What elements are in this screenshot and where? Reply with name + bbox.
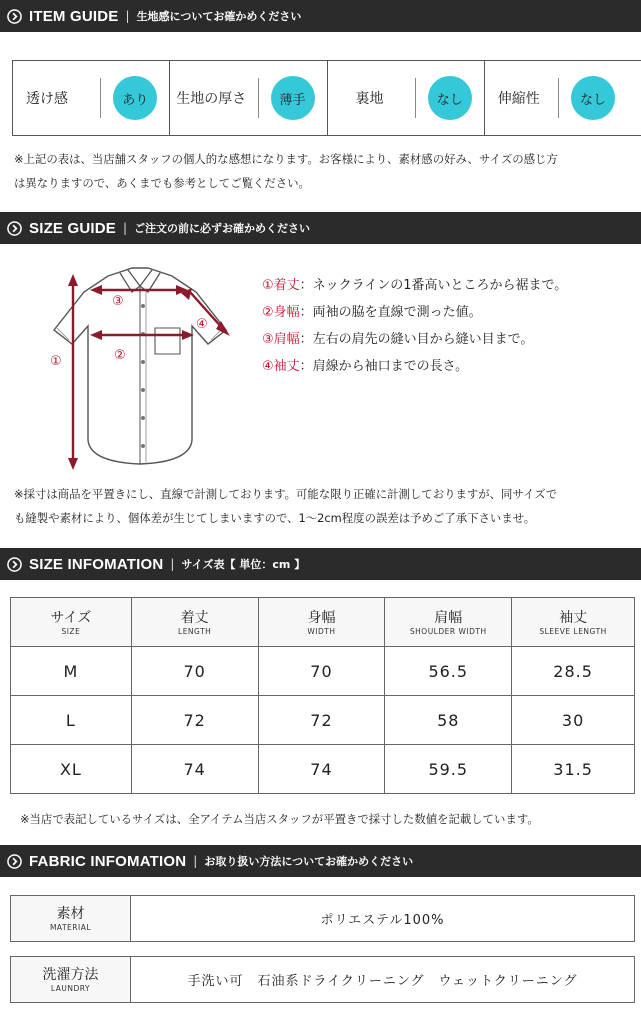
table-row: M 70 70 56.5 28.5 <box>11 647 635 696</box>
item-guide-value-badge: あり <box>113 76 157 120</box>
fabric-laundry-value: 手洗い可 石油系ドライクリーニング ウェットクリーニング <box>187 974 578 989</box>
size-guide-note: ※採寸は商品を平置きにし、直線で計測しております。可能な限り正確に計測しておりますが、同サイズで も縫製や素材により、個体差が生じてしまいますので、1〜2cm程度の誤差は予めご了承下さいませ。 <box>14 487 558 525</box>
item-guide-label: 生地の厚さ <box>176 91 247 107</box>
size-table-header: 袖丈 SLEEVE LENGTH <box>512 598 635 647</box>
chevron-circle-icon <box>7 9 22 24</box>
size-table-header: 身幅 WIDTH <box>258 598 385 647</box>
item-guide-label: 裏地 <box>355 91 384 107</box>
size-table-header-row <box>11 598 635 647</box>
size-guide-subtitle: ご注文の前に必ずお確かめください <box>134 222 311 235</box>
item-guide-value-badge: なし <box>428 76 472 120</box>
size-guide-list <box>262 272 632 380</box>
fabric-row-material: 素材 MATERIAL ポリエステル100% <box>10 895 635 942</box>
table-row: XL 74 74 59.5 31.5 <box>11 745 635 794</box>
item-guide-note: ※上記の表は、当店舗スタッフの個人的な感想になります。お客様により、素材感の好み、サイズの感じ方 は異なりますので、あくまでも参考としてご覧ください。 <box>14 152 558 190</box>
size-guide-item: ③肩幅：左右の肩先の縫い目から縫い目まで。 <box>262 332 534 347</box>
fabric-info-title: FABRIC INFOMATION <box>29 852 187 870</box>
fabric-row-laundry: 洗濯方法 LAUNDRY 手洗い可 石油系ドライクリーニング ウェットクリーニング <box>10 956 635 1003</box>
size-guide-item: ①着丈：ネックラインの1番高いところから裾まで。 <box>262 278 568 293</box>
diagram-mark-length: ① <box>50 354 62 369</box>
item-guide-table <box>12 60 641 136</box>
item-guide-label: 透け感 <box>26 91 68 107</box>
diagram-mark-width: ② <box>114 348 126 363</box>
item-guide-value-badge: なし <box>571 76 615 120</box>
size-info-subtitle: サイズ表【 単位：cm 】 <box>181 558 306 571</box>
table-row: L 72 72 58 30 <box>11 696 635 745</box>
size-table-header: サイズ SIZE <box>11 598 132 647</box>
size-guide-header: SIZE GUIDE | ご注文の前に必ずお確かめください <box>0 212 641 244</box>
shirt-diagram <box>40 262 240 472</box>
chevron-circle-icon <box>7 221 22 236</box>
item-guide-cell <box>328 61 485 135</box>
fabric-info-header: FABRIC INFOMATION | お取り扱い方法についてお確かめください <box>0 845 641 877</box>
size-table-header: 着丈 LENGTH <box>131 598 258 647</box>
size-guide-item: ②身幅：両袖の脇を直線で測った値。 <box>262 305 482 320</box>
item-guide-title: ITEM GUIDE <box>29 7 119 25</box>
size-guide-title: SIZE GUIDE <box>29 219 117 237</box>
fabric-info-subtitle: お取り扱い方法についてお確かめください <box>204 855 414 868</box>
fabric-material-value: ポリエステル100% <box>320 913 445 928</box>
chevron-circle-icon <box>7 557 22 572</box>
item-guide-cell <box>485 61 641 135</box>
diagram-mark-shoulder: ③ <box>112 294 124 309</box>
item-guide-value-badge: 薄手 <box>271 76 315 120</box>
size-info-title: SIZE INFOMATION <box>29 555 164 573</box>
size-table-header: 肩幅 SHOULDER WIDTH <box>385 598 512 647</box>
item-guide-header: ITEM GUIDE | 生地感についてお確かめください <box>0 0 641 32</box>
size-table <box>10 597 635 794</box>
item-guide-label: 伸縮性 <box>497 91 540 107</box>
item-guide-cell <box>13 61 170 135</box>
diagram-mark-sleeve: ④ <box>196 317 208 332</box>
item-guide-cell <box>170 61 327 135</box>
chevron-circle-icon <box>7 854 22 869</box>
size-info-note: ※当店で表記しているサイズは、全アイテム当店スタッフが平置きで採寸した数値を記載しています。 <box>20 812 539 826</box>
size-guide-item: ④袖丈：肩線から袖口までの長さ。 <box>262 359 469 374</box>
size-info-header: SIZE INFOMATION | サイズ表【 単位：cm 】 <box>0 548 641 580</box>
item-guide-subtitle: 生地感についてお確かめください <box>136 10 302 23</box>
